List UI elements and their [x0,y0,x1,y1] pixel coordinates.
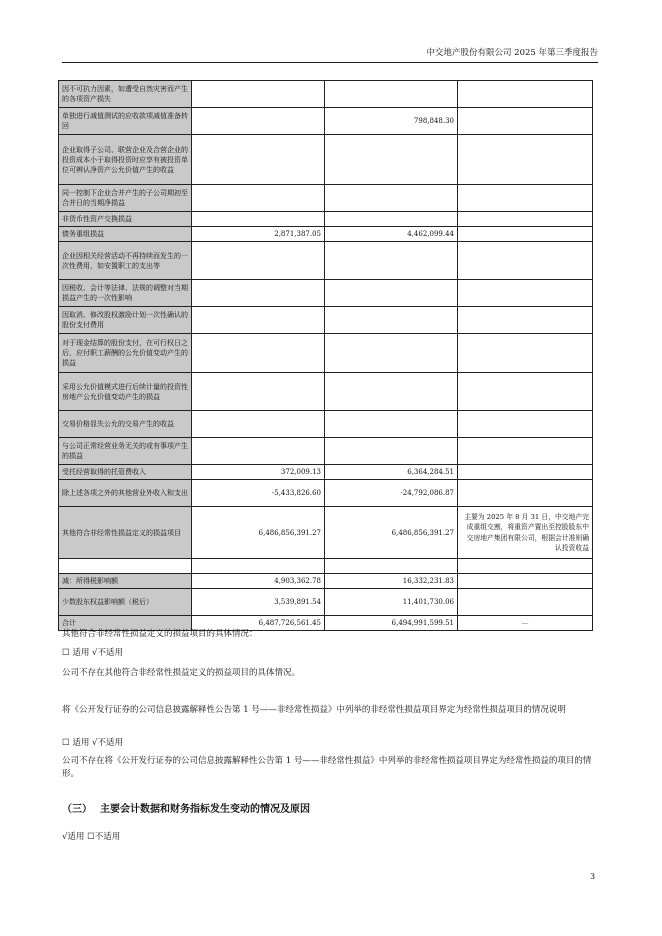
table-row [59,589,593,616]
row-label: 减：所得税影响额 [59,574,192,589]
current-period-amount [192,438,325,465]
ytd-amount: -24,792,086.87 [325,480,458,507]
row-note [458,280,593,307]
current-period-amount [192,280,325,307]
current-period-amount [192,373,325,411]
table-row [59,574,593,589]
row-label: 对于现金结算的股份支付，在可行权日之后，应付职工薪酬的公允价值变动产生的损益 [59,334,192,373]
row-label: 因不可抗力因素，如遭受自然灾害而产生的各项资产损失 [59,81,192,108]
table-row [59,242,593,280]
ytd-amount [325,242,458,280]
ytd-amount: 798,848.30 [325,108,458,135]
ytd-amount: 6,494,991,599.51 [325,616,458,631]
current-period-amount: 372,009.13 [192,465,325,480]
row-note [458,411,593,438]
header-divider [62,62,598,63]
row-note: 主要为 2025 年 8 月 31 日，中交地产完成重组交割，将重资产置出至控股股东中交房地产集团有限公司，根据会计准则确认投资收益 [458,507,593,559]
row-note [458,574,593,589]
ytd-amount [325,438,458,465]
current-period-amount: 6,486,856,391.27 [192,507,325,559]
ytd-amount [325,212,458,227]
section-3-title: 主要会计数据和财务指标发生变动的情况及原因 [100,804,310,815]
row-label: 少数股东权益影响额（税后） [59,589,192,616]
section-3-applicability: √适用 ☐不适用 [62,832,121,842]
current-period-amount: -5,433,826.60 [192,480,325,507]
row-label: 企业因相关经营活动不再持续而发生的一次性费用，如安置职工的支出等 [59,242,192,280]
current-period-amount [192,559,325,574]
ytd-amount: 6,486,856,391.27 [325,507,458,559]
row-label: 与公司正常经营业务无关的或有事项产生的损益 [59,438,192,465]
section-3-heading [62,800,310,815]
ytd-amount [325,135,458,185]
ytd-amount: 6,364,284.51 [325,465,458,480]
table-row [59,280,593,307]
table-row [59,438,593,465]
table-row [59,212,593,227]
row-label: 因取消、修改股权激励计划一次性确认的股份支付费用 [59,307,192,334]
current-period-amount: 3,539,891.54 [192,589,325,616]
current-period-amount: 6,487,726,561.45 [192,616,325,631]
row-note [458,373,593,411]
table-row [59,373,593,411]
ytd-amount [325,559,458,574]
page-header: 中交地产股份有限公司 2025 年第三季度报告 [426,48,598,58]
ytd-amount: 11,401,730.06 [325,589,458,616]
row-label: 受托经营取得的托管费收入 [59,465,192,480]
other-items-heading: 其他符合非经常性损益定义的损益项目的具体情况： [62,629,258,639]
row-note [458,559,593,574]
page-number: 3 [590,872,596,881]
row-label: 债务重组损益 [59,227,192,242]
row-label: 非货币性资产交换损益 [59,212,192,227]
row-note [458,81,593,108]
ytd-amount [325,81,458,108]
row-label: 同一控制下企业合并产生的子公司期初至合并日的当期净损益 [59,185,192,212]
current-period-amount [192,135,325,185]
row-note [458,185,593,212]
current-period-amount [192,334,325,373]
row-note [458,227,593,242]
table-body [59,81,593,631]
current-period-amount [192,307,325,334]
table-row [59,334,593,373]
row-label: 合计 [59,616,192,631]
non-recurring-gains-table [58,80,593,631]
row-label: 单独进行减值测试的应收款项减值准备转回 [59,108,192,135]
table-row [59,307,593,334]
row-label: 交易价格显失公允的交易产生的收益 [59,411,192,438]
current-period-amount [192,212,325,227]
current-period-amount: 4,903,362.78 [192,574,325,589]
row-note [458,242,593,280]
row-note [458,135,593,185]
table-row [59,411,593,438]
table-row [59,507,593,559]
row-label: 因税收、会计等法律、法规的调整对当期损益产生的一次性影响 [59,280,192,307]
table-row [59,81,593,108]
current-period-amount [192,108,325,135]
ytd-amount: 4,462,099.44 [325,227,458,242]
table-row [59,465,593,480]
row-label [59,559,192,574]
table-row [59,108,593,135]
ytd-amount [325,334,458,373]
ytd-amount [325,373,458,411]
row-label: 除上述各项之外的其他营业外收入和支出 [59,480,192,507]
row-label: 采用公允价值模式进行后续计量的投资性房地产公允价值变动产生的损益 [59,373,192,411]
row-note [458,438,593,465]
current-period-amount [192,242,325,280]
table-row [59,135,593,185]
ytd-amount [325,280,458,307]
row-label: 企业取得子公司、联营企业及合营企业的投资成本小于取得投资时应享有被投资单位可辨认净资产公允价值产生的收益 [59,135,192,185]
table-row [59,480,593,507]
current-period-amount [192,81,325,108]
row-note: — [458,616,593,631]
current-period-amount [192,185,325,212]
ytd-amount [325,307,458,334]
row-note [458,480,593,507]
table-row [59,227,593,242]
other-items-text: 公司不存在其他符合非经常性损益定义的损益项目的具体情况。 [62,668,301,678]
ytd-amount [325,185,458,212]
row-note [458,334,593,373]
ytd-amount [325,411,458,438]
row-note [458,108,593,135]
table-row [59,185,593,212]
row-note [458,307,593,334]
ytd-amount: 16,332,231.83 [325,574,458,589]
row-label: 其他符合非经常性损益定义的损益项目 [59,507,192,559]
reclass-text: 公司不存在将《公开发行证券的公司信息披露解释性公告第 1 号——非经常性损益》中列举的非经常性损益项目界定为经常性损益的项目的情形。 [62,756,592,779]
table-row [59,559,593,574]
current-period-amount: 2,871,387.05 [192,227,325,242]
row-note [458,465,593,480]
current-period-amount [192,411,325,438]
reclass-heading: 将《公开发行证券的公司信息披露解释性公告第 1 号——非经常性损益》中列举的非经常性损益项目界定为经常性损益项目的情况说明 [62,705,566,715]
other-items-applicability: ☐ 适用 √不适用 [62,648,123,658]
section-3-index: （三） [62,804,92,815]
reclass-applicability: ☐ 适用 √不适用 [62,738,123,748]
row-note [458,212,593,227]
row-note [458,589,593,616]
